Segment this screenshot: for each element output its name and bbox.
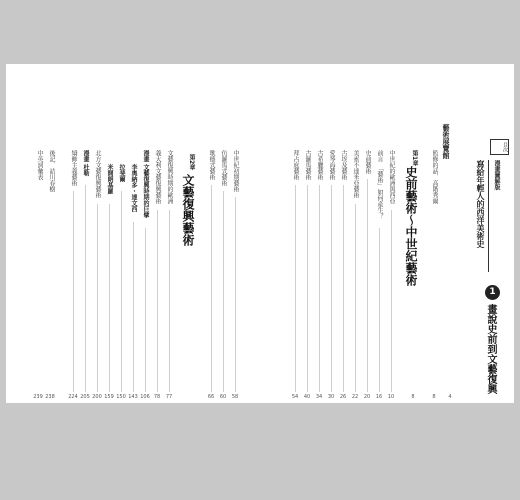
preface-label: 藝術展覽館 <box>442 124 450 159</box>
chapter2-page-number: 77 <box>165 394 173 400</box>
chapter1-item: 拜占庭藝術 <box>292 150 299 180</box>
chapter1-item: 中世紀的歐洲與西亞 <box>388 150 395 204</box>
book-title: 寫給年輕人的西洋美術史 <box>476 160 485 248</box>
chapter1-cont-page-number: 58 <box>231 394 239 400</box>
chapter2-item: 漫畫 杜勒 <box>82 150 89 177</box>
chapter1-page-number: 20 <box>363 394 371 400</box>
page-number-afterword: 238 <box>45 394 55 400</box>
chapter2-item: 北方文藝復興藝術 <box>94 150 101 198</box>
chapter1-leader <box>307 185 308 392</box>
chapter1-cont-item: 歌德式藝術 <box>208 150 215 180</box>
volume-number-badge: 1 <box>485 285 500 300</box>
glossary-index: 中英詞彙表 <box>36 150 43 180</box>
chapter2-page-number: 106 <box>140 394 150 400</box>
chapter2-title: 文藝復興藝術 <box>181 174 195 246</box>
chapter2-item: 李奧納多・達文西 <box>130 150 137 213</box>
chapter2-page-number: 143 <box>128 394 138 400</box>
afterword: 後記．詰川春樹 <box>48 150 55 192</box>
chapter1-cont-page-number: 66 <box>207 394 215 400</box>
chapter2-leader <box>73 191 74 392</box>
page-number-supervisor: 8 <box>432 394 436 400</box>
chapter2-page-number: 205 <box>80 394 90 400</box>
chapter2-item: 義大利文藝復興藝術 <box>154 150 161 204</box>
chapter1-leader <box>367 179 368 392</box>
chapter1-title: 史前藝術～中世紀藝術 <box>404 166 418 286</box>
chapter1-cont-item: 中世紀初期藝術 <box>232 150 239 192</box>
chapter2-leader <box>157 210 158 392</box>
series-name: 漫畫圖解版 <box>493 160 500 190</box>
chapter2-item: 拉斐爾 <box>118 150 125 183</box>
chapter2-leader <box>133 222 134 392</box>
chapter1-item: 愛琴海藝術 <box>328 150 335 180</box>
chapter2-leader <box>145 228 146 392</box>
chapter1-page-number: 22 <box>351 394 359 400</box>
chapter1-page-number: 30 <box>327 394 335 400</box>
chapter1-item: 古羅馬藝術 <box>304 150 311 180</box>
chapter1-page-number: 16 <box>375 394 383 400</box>
chapter1-page-number: 40 <box>303 394 311 400</box>
chapter1-number: 第1章 <box>411 150 418 167</box>
chapter2-leader <box>109 204 110 392</box>
chapter2-item: 矯飾主義藝術 <box>70 150 77 186</box>
chapter1-cont-page-number: 60 <box>219 394 227 400</box>
chapter1-page-number: 54 <box>291 394 299 400</box>
chapter1-item: 古埃及藝術 <box>340 150 347 180</box>
chapter1-leader <box>391 210 392 392</box>
chapter2-page-number: 150 <box>116 394 126 400</box>
chapter1-cont-leader <box>211 185 212 392</box>
toc-label: 目次 <box>490 139 509 155</box>
chapter2-number: 第2章 <box>188 154 195 171</box>
chapter2-item: 米開朗基羅 <box>106 150 113 195</box>
chapter2-page-number: 224 <box>68 394 78 400</box>
book-page <box>6 64 514 403</box>
chapter2-item: 漫畫 文藝復興時期的巨擘 <box>142 150 149 219</box>
chapter2-leader <box>97 204 98 392</box>
chapter1-item: 美索不達米亞藝術 <box>352 150 359 198</box>
volume-title: 畫說史前到文藝復興 <box>485 304 496 394</box>
chapter1-cont-item: 仿羅馬式藝術 <box>220 150 227 186</box>
chapter1-page-number: 10 <box>387 394 395 400</box>
chapter1-page-number: 26 <box>339 394 347 400</box>
chapter1-cont-leader <box>235 197 236 392</box>
chapter1-leader <box>331 185 332 392</box>
chapter2-leader <box>85 185 86 392</box>
chapter2-page-number: 78 <box>153 394 161 400</box>
chapter2-page-number: 159 <box>104 394 114 400</box>
header-rule <box>488 160 489 272</box>
supervisor-note: 監修的話．高階秀爾 <box>431 150 438 204</box>
chapter1-leader <box>355 204 356 392</box>
chapter1-cont-leader <box>223 191 224 392</box>
chapter2-page-number: 200 <box>92 394 102 400</box>
chapter1-item: 前言 「藝術」如何產生？ <box>376 150 383 219</box>
chapter1-leader <box>379 228 380 392</box>
chapter1-item: 古希臘藝術 <box>316 150 323 180</box>
chapter1-page-number: 34 <box>315 394 323 400</box>
page-number-index: 239 <box>33 394 43 400</box>
chapter2-item: 文藝復興時期的歐洲 <box>166 150 173 204</box>
chapter1-leader <box>319 185 320 392</box>
page-number-preface: 4 <box>448 394 452 400</box>
chapter1-leader <box>343 185 344 392</box>
chapter2-leader <box>169 210 170 392</box>
chapter1-item: 史前藝術 <box>364 150 371 174</box>
chapter2-leader <box>121 191 122 392</box>
page-number-chapter1: 8 <box>411 394 415 400</box>
chapter1-leader <box>295 185 296 392</box>
